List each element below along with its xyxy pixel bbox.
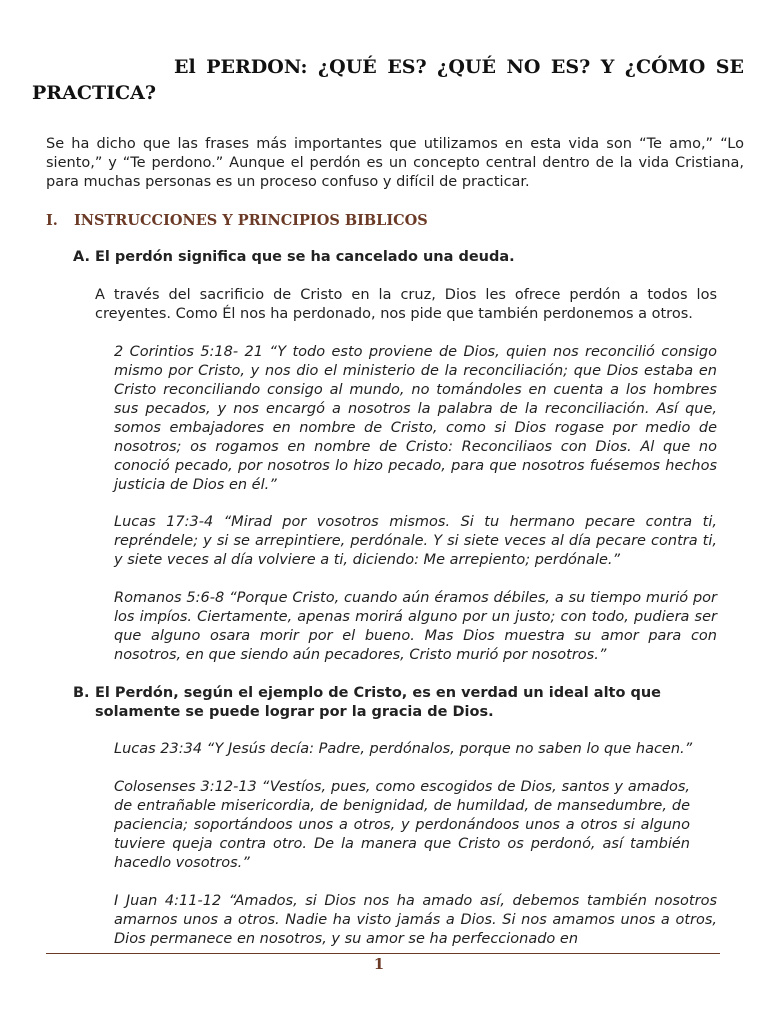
verse-reference: Lucas 17:3-4	[114, 514, 214, 530]
verse-text: “Y todo esto proviene de Dios, quien nos reconcilió consigo mismo por Cristo, y nos dio el ministerio de la reconciliación; que Dios estaba en Cristo reconciliando consigo al mundo, no tomándoles en cuenta a los hombres sus pecados, y nos encargó a nosotros la palabra de la reconciliación. Así que, somos embajadores en nombre de Cristo, como si Dios rogase por medio de nosotros; os rogamos en nombre de Cristo: Reconciliaos con Dios. Al que no conoció pecado, por nosotros lo hizo pecado, para que nosotros fuésemos hechos justicia de Dios en él.”	[114, 344, 717, 493]
subsection-b-title-line-1: El Perdón, según el ejemplo de Cristo, es en verdad un ideal alto que	[95, 685, 662, 701]
intro-paragraph: Se ha dicho que las frases más importantes que utilizamos en esta vida son “Te amo,” “Lo siento,” y “Te perdono.” Aunque el perdón es un concepto central dentro de la vida Cristiana, para muchas personas es un proceso confuso y difícil de practicar.	[46, 136, 744, 190]
verse-text: “Amados, si Dios nos ha amado así, debemos también nosotros amarnos unos a otros. Nadie ha visto jamás a Dios. Si nos amamos unos a otros, Dios permanece en nosotros, y su amor se ha perfeccionado en	[114, 893, 717, 947]
verse-lucas-23	[114, 740, 717, 759]
subsection-a-body: A través del sacrificio de Cristo en la cruz, Dios les ofrece perdón a todos los creyentes. Como Él nos ha perdonado, nos pide que también perdonemos a otros.	[95, 287, 717, 322]
verse-text: “Mirad por vosotros mismos. Si tu hermano pecare contra ti, repréndele; y si se arrepintiere, perdónale. Y si siete veces al día pecare contra ti, y siete veces al día volviere a ti, diciendo: Me arrepiento; perdónale.”	[114, 514, 717, 568]
footer-divider	[46, 953, 720, 954]
verse-text: “Y Jesús decía: Padre, perdónalos, porque no saben lo que hacen.”	[202, 741, 693, 757]
verse-i-juan	[114, 892, 717, 949]
verse-reference: Romanos 5:6-8	[114, 590, 225, 606]
subsection-a-title: El perdón significa que se ha cancelado una deuda.	[95, 249, 515, 265]
subsection-b-letter: B.	[73, 685, 90, 701]
verse-romanos	[114, 589, 717, 665]
subsection-a-heading	[73, 248, 733, 267]
verse-text: “Porque Cristo, cuando aún éramos débiles, a su tiempo murió por los impíos. Ciertamente, apenas morirá alguno por un justo; con todo, pudiera ser que alguno osara morir por el bueno. Mas Dios muestra su amor para con nosotros, en que siendo aún pecadores, Cristo murió por nosotros.”	[114, 590, 717, 663]
page-number: 1	[373, 955, 385, 973]
verse-colosenses	[114, 778, 690, 873]
verse-2-corintios	[114, 343, 717, 495]
verse-lucas-17	[114, 513, 717, 570]
title-line-1: El PERDON: ¿QUÉ ES? ¿QUÉ NO ES? Y ¿CÓMO SE	[174, 56, 744, 78]
verse-reference: 2 Corintios 5:18- 21	[114, 344, 263, 360]
section-heading	[46, 211, 428, 230]
section-title: INSTRUCCIONES Y PRINCIPIOS BIBLICOS	[74, 212, 428, 229]
subsection-b-title-line-2: solamente se puede lograr por la gracia de Dios.	[95, 704, 494, 720]
subsection-a-letter: A.	[73, 249, 90, 265]
verse-reference: Colosenses 3:12-13	[114, 779, 257, 795]
document-title	[32, 54, 744, 106]
verse-text: “Vestíos, pues, como escogidos de Dios, santos y amados, de entrañable misericordia, de benignidad, de humildad, de mansedumbre, de paciencia; soportándoos unos a otros, y perdonándoos unos a otros si alguno tuviere queja contra otro. De la manera que Cristo os perdonó, así también hacedlo vosotros.”	[114, 779, 690, 871]
verse-reference: I Juan 4:11-12	[114, 893, 222, 909]
subsection-b-heading	[73, 684, 733, 722]
title-line-2: PRACTICA?	[32, 82, 156, 104]
verse-reference: Lucas 23:34	[114, 741, 203, 757]
section-number: I.	[46, 212, 58, 229]
